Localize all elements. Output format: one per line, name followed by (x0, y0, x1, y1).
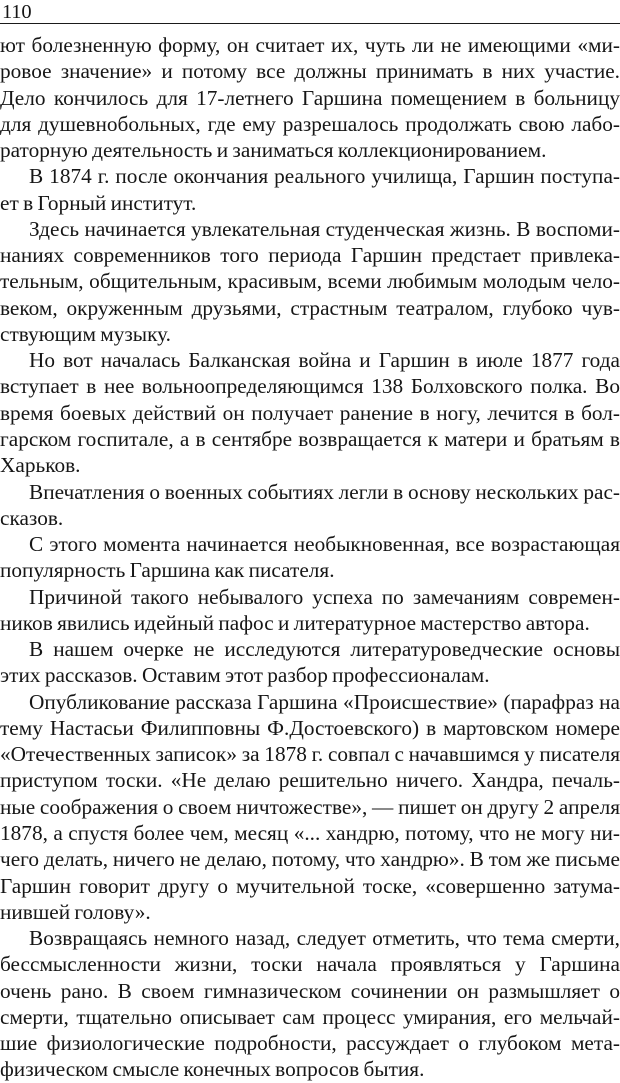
paragraph (0, 163, 620, 216)
text-line: С этого момента начинается необыкновенная, все возрастающая (29, 532, 620, 557)
text-line: нившей голову». (0, 899, 151, 924)
text-line: гарском госпитале, а в сентябре возвращается к матери и братьям в (0, 426, 620, 451)
text-line: Гаршин говорит другу о мучительной тоске, «совершенно затума- (0, 873, 620, 898)
text-line: веком, окруженным друзьями, страстным театралом, глубоко чув- (0, 295, 620, 320)
text-line: смерти, тщательно описывает сам процесс умирания, его мельчай- (0, 1004, 620, 1029)
paragraph (0, 479, 620, 532)
text-line: ников явились идейный пафос и литературное мастерство автора. (0, 610, 590, 635)
paragraph (0, 216, 620, 347)
paragraph (0, 925, 620, 1083)
text-line: В нашем очерке не исследуются литературоведческие основы (29, 637, 620, 662)
text-line: шие физиологические подробности, рассуждает о глубоком мета- (0, 1031, 620, 1056)
text-line: В 1874 г. после окончания реального училища, Гаршин поступа- (29, 164, 620, 189)
body-text (0, 32, 620, 1083)
text-line: бессмысленности жизни, тоски начала проявляться у Гаршина (0, 952, 620, 977)
text-line: время боевых действий он получает ранение в ногу, лечится в бол- (0, 400, 620, 425)
text-line: ют болезненную форму, он считает их, чуть ли не имеющими «ми- (0, 33, 620, 57)
text-line: очень рано. В своем гимназическом сочинении он размышляет о (0, 978, 620, 1003)
text-line: физическом смысле конечных вопросов бытия. (0, 1057, 425, 1082)
paragraph (0, 636, 620, 689)
text-line: для душевнобольных, где ему разрешалось продолжать свою лабо- (0, 111, 620, 136)
text-line: наниях современников того периода Гаршин предстает привлека- (0, 243, 620, 268)
paragraph (0, 347, 620, 478)
text-line: вступает в нее вольноопределяющимся 138 Болховского полка. Во (0, 374, 620, 399)
text-line: Харьков. (0, 453, 81, 478)
page-number: 110 (2, 1, 32, 23)
text-line: 1878, а спустя более чем, месяц «... хандрю, потому, что не могу ни- (0, 820, 620, 845)
text-line: сказов. (0, 505, 64, 530)
text-line: Впечатления о военных событиях легли в основу нескольких рас- (29, 479, 620, 504)
paragraph (0, 32, 620, 163)
text-line: ровое значение» и потому все должны принимать в них участие. (0, 59, 620, 84)
text-line: ные соображения о своем ничтожестве», — пишет он другу 2 апреля (0, 794, 620, 819)
text-line: этих рассказов. Оставим этот разбор профессионалам. (0, 663, 490, 688)
paragraph (0, 531, 620, 584)
text-line: ствующим музыку. (0, 321, 171, 346)
text-line: Дело кончилось для 17-летнего Гаршина помещением в больницу (0, 85, 620, 110)
text-line: приступом тоски. «Не делаю решительно ничего. Хандра, печаль- (0, 768, 620, 793)
paragraph (0, 689, 620, 925)
text-line: популярность Гаршина как писателя. (0, 558, 335, 583)
text-line: тему Настасьи Филипповны Ф.Достоевского) в мартовском номере (0, 715, 620, 740)
header-rule (0, 23, 620, 24)
text-line: Опубликование рассказа Гаршина «Происшествие» (парафраз на (29, 689, 620, 714)
text-line: «Отечественных записок» за 1878 г. совпал с начавшимся у писателя (0, 742, 620, 767)
text-line: ет в Горный институт. (0, 190, 197, 215)
text-line: чего делать, ничего не делаю, потому, что хандрю». В том же письме (0, 847, 620, 872)
text-line: Возвращаясь немного назад, следует отметить, что тема смерти, (29, 926, 620, 951)
text-line: Причиной такого небывалого успеха по замечаниям современ- (29, 584, 620, 609)
text-line: Здесь начинается увлекательная студенческая жизнь. В воспоми- (29, 216, 620, 241)
text-line: тельным, общительным, красивым, всеми любимым молодым чело- (0, 269, 620, 294)
text-line: раторную деятельность и заниматься коллекционированием. (0, 138, 547, 163)
text-line: Но вот началась Балканская война и Гаршин в июле 1877 года (29, 348, 620, 373)
paragraph (0, 584, 620, 637)
